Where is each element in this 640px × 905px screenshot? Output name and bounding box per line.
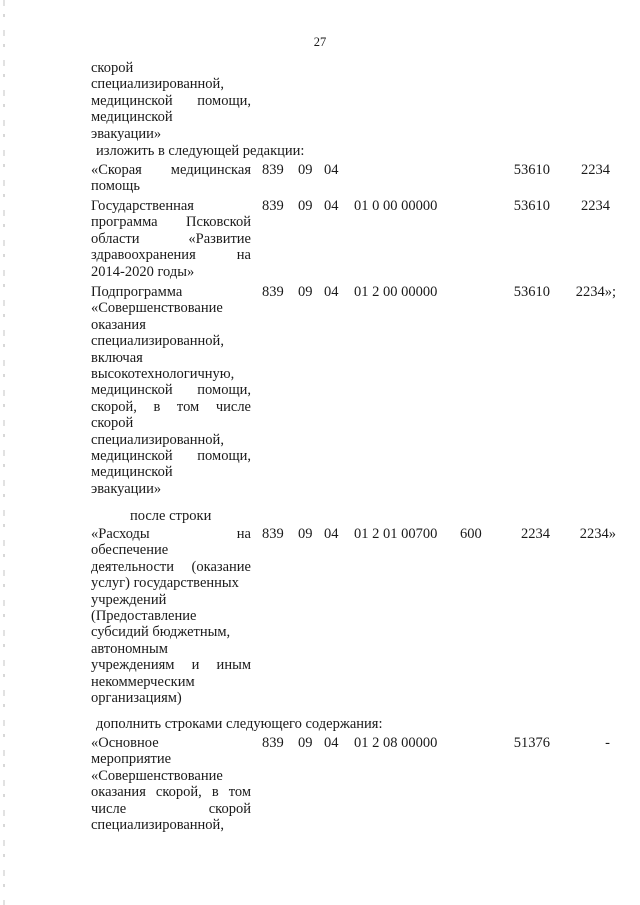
row-name-line: учреждениям и иным [91, 657, 251, 674]
code-rz: 09 [298, 735, 313, 751]
text-line: специализированной, [91, 76, 224, 93]
sum-2: 2234 [581, 162, 610, 178]
row-name-line: помощь [91, 178, 140, 195]
row-name-line: высокотехнологичную, [91, 366, 235, 382]
code-vr: 600 [460, 526, 482, 542]
code-csr: 01 2 08 00000 [354, 735, 438, 751]
code-pr: 04 [324, 284, 339, 300]
code-csr: 01 2 00 00000 [354, 284, 438, 300]
row-name-line: мероприятие [91, 751, 172, 768]
row-name-line: учреждений [91, 591, 167, 608]
row-name-line: оказания [91, 316, 146, 333]
row-name-line: Государственная [91, 198, 194, 214]
text-line: скорой [91, 60, 134, 76]
row-name-line: автономным [91, 640, 168, 657]
row-name-line: программа Псковской [91, 214, 251, 231]
code-pr: 04 [324, 162, 339, 178]
row-name-line: деятельности (оказание [91, 558, 251, 575]
row-name-line: области «Развитие [91, 230, 251, 247]
sum-2: 2234»; [575, 284, 616, 300]
row-name-line: медицинской [91, 464, 173, 481]
code-pr: 04 [324, 526, 339, 542]
row-name-line: здравоохранения на [91, 247, 251, 264]
row-name-line: субсидий бюджетным, [91, 624, 231, 641]
row-name-line: организациям) [91, 690, 182, 706]
scan-edge-artifact [3, 0, 5, 905]
row-name-line: услуг) государственных [91, 575, 239, 592]
intro-text: изложить в следующей редакции: [96, 143, 305, 159]
code-csr: 01 2 01 00700 [354, 526, 438, 542]
row-name-line: некоммерческим [91, 673, 195, 690]
code-gl: 839 [262, 198, 284, 214]
sum-2: - [605, 735, 610, 751]
sum-2: 2234» [579, 526, 616, 542]
sum-1: 53610 [513, 284, 550, 300]
row-name-line: специализированной, [91, 817, 224, 833]
row-name-line: «Скорая медицинская [91, 162, 251, 178]
text-line: эвакуации» [91, 125, 162, 142]
sum-1: 53610 [513, 198, 550, 214]
code-gl: 839 [262, 162, 284, 178]
row-name-line: 2014-2020 годы» [91, 263, 195, 280]
code-gl: 839 [262, 526, 284, 542]
code-rz: 09 [298, 162, 313, 178]
code-pr: 04 [324, 735, 339, 751]
code-rz: 09 [298, 198, 313, 214]
code-gl: 839 [262, 284, 284, 300]
row-name-line: (Предоставление [91, 608, 197, 624]
row-name-line: обеспечение [91, 542, 169, 559]
row-name-line: специализированной, [91, 431, 224, 448]
row-name-line: скорой [91, 415, 134, 432]
row-name-line: эвакуации» [91, 480, 162, 497]
code-rz: 09 [298, 284, 313, 300]
page-number: 27 [313, 35, 327, 49]
row-name-line: «Основное [91, 735, 159, 751]
row-name-line: оказания скорой, в том [91, 784, 251, 801]
text-line: медицинской [91, 109, 173, 126]
row-name-line: включая [91, 349, 143, 366]
code-pr: 04 [324, 198, 339, 214]
code-csr: 01 0 00 00000 [354, 198, 438, 214]
row-name-line: Подпрограмма [91, 284, 183, 300]
code-rz: 09 [298, 526, 313, 542]
sum-2: 2234 [581, 198, 610, 214]
row-name-line: «Совершенствование [91, 300, 223, 317]
row-name-line: скорой, в том числе [91, 398, 251, 415]
row-name-line: числе скорой [91, 800, 251, 817]
row-name-line: специализированной, [91, 333, 224, 350]
intro-text: дополнить строками следующего содержания: [96, 716, 383, 732]
row-name-line: «Совершенствование [91, 767, 223, 784]
code-gl: 839 [262, 735, 284, 751]
text-line: медицинской помощи, [91, 92, 251, 109]
row-name-line: «Расходы на [91, 526, 251, 542]
sum-1: 2234 [521, 526, 550, 542]
sum-1: 51376 [513, 735, 550, 751]
row-name-line: медицинской помощи, [91, 448, 251, 464]
intro-text: после строки [130, 508, 212, 524]
row-name-line: медицинской помощи, [91, 382, 251, 399]
sum-1: 53610 [513, 162, 550, 178]
